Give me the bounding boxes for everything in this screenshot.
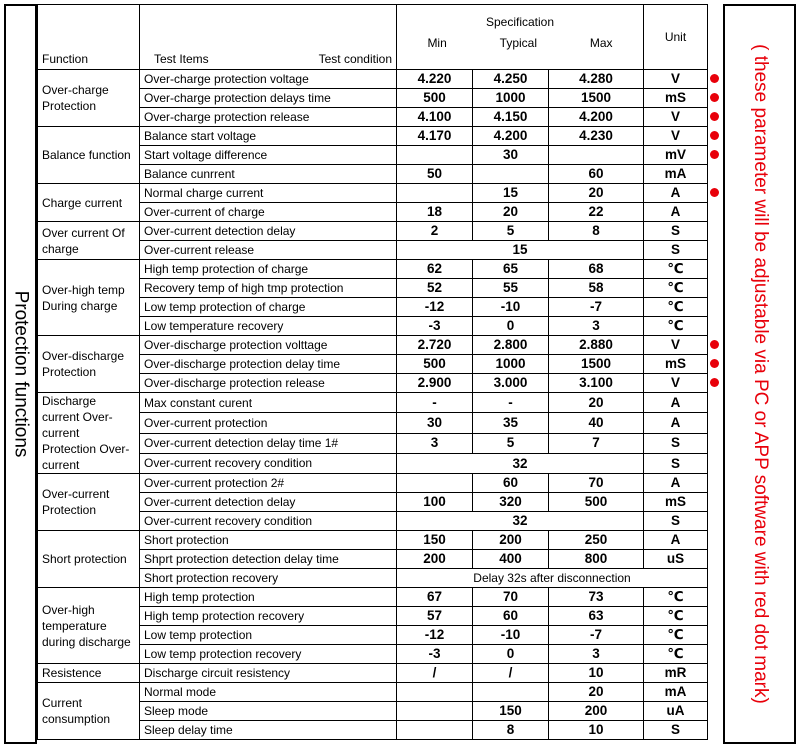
unit-cell: V (644, 70, 708, 89)
max-cell: 4.280 (549, 70, 644, 89)
typical-cell: 4.250 (473, 70, 549, 89)
max-cell: 22 (549, 203, 644, 222)
unit-cell: V (644, 108, 708, 127)
unit-cell: A (644, 413, 708, 433)
min-cell: - (397, 393, 473, 413)
merged-spec-cell: 32 (397, 512, 644, 531)
table-row (38, 279, 724, 298)
mark-cell (708, 89, 724, 108)
typical-cell: 5 (473, 222, 549, 241)
max-cell: 68 (549, 260, 644, 279)
typical-cell: 60 (473, 474, 549, 493)
min-cell (397, 184, 473, 203)
mark-cell (708, 721, 724, 740)
unit-cell: A (644, 393, 708, 413)
test-item-cell: Over-charge protection voltage (140, 70, 397, 89)
spec-rows (38, 70, 724, 740)
header-test-items (140, 5, 397, 70)
mark-cell (708, 702, 724, 721)
typical-cell: 5 (473, 433, 549, 453)
mark-cell (708, 588, 724, 607)
max-cell: 60 (549, 165, 644, 184)
test-item-cell: Sleep mode (140, 702, 397, 721)
table-row (38, 127, 724, 146)
min-cell: 2.720 (397, 336, 473, 355)
min-cell (397, 721, 473, 740)
table-row (38, 683, 724, 702)
typical-cell: 1000 (473, 89, 549, 108)
side-title-text: Protection functions (10, 290, 32, 458)
typical-cell (473, 683, 549, 702)
mark-cell (708, 222, 724, 241)
table-row (38, 241, 724, 260)
mark-cell (708, 493, 724, 512)
unit-cell: ℃ (644, 279, 708, 298)
function-cell: Over-discharge Protection (38, 336, 140, 393)
typical-cell: 4.150 (473, 108, 549, 127)
max-cell: 63 (549, 607, 644, 626)
unit-cell: V (644, 374, 708, 393)
table-row (38, 165, 724, 184)
mark-cell (708, 393, 724, 413)
header-max: Max (589, 36, 613, 50)
mark-cell (708, 336, 724, 355)
function-cell: Balance function (38, 127, 140, 184)
max-cell: 1500 (549, 89, 644, 108)
test-item-cell: Low temperature recovery (140, 317, 397, 336)
min-cell: 3 (397, 433, 473, 453)
unit-cell: A (644, 203, 708, 222)
max-cell: 40 (549, 413, 644, 433)
table-row (38, 355, 724, 374)
unit-cell: uS (644, 550, 708, 569)
unit-cell: S (644, 453, 708, 473)
max-cell: 20 (549, 683, 644, 702)
min-cell: 500 (397, 89, 473, 108)
test-item-cell: Over-current recovery condition (140, 512, 397, 531)
typical-cell: - (473, 393, 549, 413)
test-item-cell: Sleep delay time (140, 721, 397, 740)
typical-cell: 320 (473, 493, 549, 512)
mark-cell (708, 531, 724, 550)
mark-cell (708, 569, 724, 588)
unit-cell: mA (644, 683, 708, 702)
max-cell: 3.100 (549, 374, 644, 393)
unit-cell: mV (644, 146, 708, 165)
typical-cell: 35 (473, 413, 549, 433)
function-cell: Over-high temperature during discharge (38, 588, 140, 664)
mark-cell (708, 241, 724, 260)
unit-cell: mS (644, 355, 708, 374)
test-item-cell: Over-current of charge (140, 203, 397, 222)
test-item-cell: High temp protection (140, 588, 397, 607)
test-item-cell: Over-discharge protection delay time (140, 355, 397, 374)
test-item-cell: High temp protection of charge (140, 260, 397, 279)
min-cell: / (397, 664, 473, 683)
table-row (38, 146, 724, 165)
side-note (723, 4, 796, 744)
min-cell: 50 (397, 165, 473, 184)
typical-cell: 200 (473, 531, 549, 550)
table-row (38, 607, 724, 626)
merged-spec-cell: 32 (397, 453, 644, 473)
test-item-cell: Over-discharge protection release (140, 374, 397, 393)
table-row (38, 393, 724, 413)
table-row (38, 588, 724, 607)
max-cell: 73 (549, 588, 644, 607)
spec-table (37, 4, 724, 740)
table-row (38, 721, 724, 740)
min-cell: 500 (397, 355, 473, 374)
table-row (38, 336, 724, 355)
red-dot-mark-icon (710, 378, 719, 387)
test-item-cell: Low temp protection recovery (140, 645, 397, 664)
unit-cell: S (644, 721, 708, 740)
typical-cell: -10 (473, 298, 549, 317)
function-cell: Over-high temp During charge (38, 260, 140, 336)
unit-cell: mS (644, 493, 708, 512)
mark-cell (708, 298, 724, 317)
min-cell: 4.100 (397, 108, 473, 127)
mark-cell (708, 433, 724, 453)
test-item-cell: Over-current detection delay (140, 222, 397, 241)
min-cell: 2.900 (397, 374, 473, 393)
min-cell: -3 (397, 317, 473, 336)
test-item-cell: Over-current release (140, 241, 397, 260)
table-row (38, 374, 724, 393)
table-row (38, 645, 724, 664)
table-row (38, 550, 724, 569)
typical-cell: 60 (473, 607, 549, 626)
function-cell: Over-charge Protection (38, 70, 140, 127)
max-cell: 70 (549, 474, 644, 493)
max-cell: 250 (549, 531, 644, 550)
unit-cell: mR (644, 664, 708, 683)
header-min: Min (427, 36, 447, 50)
mark-cell (708, 512, 724, 531)
table-row (38, 433, 724, 453)
red-dot-mark-icon (710, 150, 719, 159)
red-dot-mark-icon (710, 131, 719, 140)
min-cell: 4.170 (397, 127, 473, 146)
max-cell: 4.200 (549, 108, 644, 127)
mark-cell (708, 683, 724, 702)
max-cell: 58 (549, 279, 644, 298)
test-item-cell: Over-current recovery condition (140, 453, 397, 473)
function-cell: Current consumption (38, 683, 140, 740)
unit-cell: V (644, 127, 708, 146)
typical-cell: 3.000 (473, 374, 549, 393)
typical-cell: 0 (473, 645, 549, 664)
typical-cell: 70 (473, 588, 549, 607)
side-note-text: ( these parameter will be adjustable via PC or APP software with red dot mark) (749, 44, 771, 704)
header-row (38, 5, 724, 70)
typical-cell (473, 165, 549, 184)
typical-cell: 65 (473, 260, 549, 279)
header-test-items-label: Test Items (154, 52, 209, 66)
min-cell: 52 (397, 279, 473, 298)
table-row (38, 493, 724, 512)
min-cell: 150 (397, 531, 473, 550)
unit-cell: ℃ (644, 298, 708, 317)
table-row (38, 108, 724, 127)
min-cell: 2 (397, 222, 473, 241)
test-item-cell: Recovery temp of high tmp protection (140, 279, 397, 298)
min-cell (397, 474, 473, 493)
unit-cell: ℃ (644, 260, 708, 279)
mark-cell (708, 413, 724, 433)
merged-spec-cell: Delay 32s after disconnection (397, 569, 708, 588)
red-dot-mark-icon (710, 188, 719, 197)
function-cell: Short protection (38, 531, 140, 588)
table-row (38, 569, 724, 588)
function-cell: Resistence (38, 664, 140, 683)
unit-cell: S (644, 222, 708, 241)
min-cell (397, 683, 473, 702)
max-cell: -7 (549, 626, 644, 645)
function-cell: Charge current (38, 184, 140, 222)
max-cell: 2.880 (549, 336, 644, 355)
unit-cell: A (644, 474, 708, 493)
test-item-cell: Over-current protection (140, 413, 397, 433)
function-cell: Over-current Protection (38, 474, 140, 531)
min-cell (397, 146, 473, 165)
mark-cell (708, 474, 724, 493)
typical-cell: 400 (473, 550, 549, 569)
min-cell: -3 (397, 645, 473, 664)
unit-cell: V (644, 336, 708, 355)
red-dot-mark-icon (710, 74, 719, 83)
max-cell: 500 (549, 493, 644, 512)
unit-cell: S (644, 512, 708, 531)
test-item-cell: Over-charge protection release (140, 108, 397, 127)
test-item-cell: High temp protection recovery (140, 607, 397, 626)
mark-cell (708, 203, 724, 222)
max-cell: -7 (549, 298, 644, 317)
table-row (38, 317, 724, 336)
max-cell: 800 (549, 550, 644, 569)
table-row (38, 531, 724, 550)
test-item-cell: Balance cunrrent (140, 165, 397, 184)
table-row (38, 184, 724, 203)
unit-cell: A (644, 184, 708, 203)
mark-cell (708, 260, 724, 279)
min-cell: -12 (397, 626, 473, 645)
test-item-cell: Low temp protection of charge (140, 298, 397, 317)
mark-cell (708, 108, 724, 127)
header-function: Function (38, 5, 140, 70)
red-dot-mark-icon (710, 340, 719, 349)
typical-cell: -10 (473, 626, 549, 645)
table-row (38, 474, 724, 493)
unit-cell: mA (644, 165, 708, 184)
mark-cell (708, 70, 724, 89)
function-cell: Over current Of charge (38, 222, 140, 260)
table-row (38, 222, 724, 241)
header-typical: Typical (499, 36, 538, 50)
test-item-cell: Over-current detection delay time 1# (140, 433, 397, 453)
max-cell: 4.230 (549, 127, 644, 146)
mark-cell (708, 664, 724, 683)
header-specification (397, 5, 644, 70)
mark-cell (708, 127, 724, 146)
unit-cell: ℃ (644, 607, 708, 626)
unit-cell: ℃ (644, 626, 708, 645)
mark-cell (708, 645, 724, 664)
max-cell: 200 (549, 702, 644, 721)
table-row (38, 512, 724, 531)
typical-cell: 55 (473, 279, 549, 298)
test-item-cell: Start voltage difference (140, 146, 397, 165)
table-row (38, 203, 724, 222)
table-row (38, 260, 724, 279)
unit-cell: mS (644, 89, 708, 108)
header-mark-col (708, 5, 724, 70)
typical-cell: 150 (473, 702, 549, 721)
test-item-cell: Short protection recovery (140, 569, 397, 588)
min-cell: 18 (397, 203, 473, 222)
typical-cell: 0 (473, 317, 549, 336)
mark-cell (708, 184, 724, 203)
header-test-condition-label: Test condition (318, 52, 392, 66)
max-cell: 10 (549, 664, 644, 683)
max-cell: 3 (549, 317, 644, 336)
table-row (38, 702, 724, 721)
typical-cell: / (473, 664, 549, 683)
header-unit: Unit (644, 5, 708, 70)
typical-cell: 30 (473, 146, 549, 165)
mark-cell (708, 146, 724, 165)
max-cell: 8 (549, 222, 644, 241)
test-item-cell: Low temp protection (140, 626, 397, 645)
mark-cell (708, 165, 724, 184)
unit-cell: ℃ (644, 588, 708, 607)
test-item-cell: Over-current detection delay (140, 493, 397, 512)
max-cell: 10 (549, 721, 644, 740)
min-cell: 62 (397, 260, 473, 279)
test-item-cell: Discharge circuit resistency (140, 664, 397, 683)
test-item-cell: Normal charge current (140, 184, 397, 203)
function-cell: Discharge current Over-current Protection Over-current (38, 393, 140, 474)
test-item-cell: Over-discharge protection volttage (140, 336, 397, 355)
min-cell: -12 (397, 298, 473, 317)
red-dot-mark-icon (710, 112, 719, 121)
header-specification-label: Specification (485, 15, 555, 29)
test-item-cell: Max constant curent (140, 393, 397, 413)
mark-cell (708, 607, 724, 626)
table-row (38, 70, 724, 89)
typical-cell: 1000 (473, 355, 549, 374)
table-row (38, 626, 724, 645)
mark-cell (708, 374, 724, 393)
min-cell: 200 (397, 550, 473, 569)
min-cell: 67 (397, 588, 473, 607)
min-cell (397, 702, 473, 721)
side-title (4, 4, 37, 744)
mark-cell (708, 550, 724, 569)
table-row (38, 453, 724, 473)
min-cell: 30 (397, 413, 473, 433)
unit-cell: uA (644, 702, 708, 721)
typical-cell: 8 (473, 721, 549, 740)
unit-cell: S (644, 241, 708, 260)
table-row (38, 664, 724, 683)
test-item-cell: Over-current protection 2# (140, 474, 397, 493)
unit-cell: A (644, 531, 708, 550)
table-row (38, 298, 724, 317)
max-cell: 3 (549, 645, 644, 664)
max-cell: 1500 (549, 355, 644, 374)
unit-cell: ℃ (644, 317, 708, 336)
test-item-cell: Normal mode (140, 683, 397, 702)
red-dot-mark-icon (710, 93, 719, 102)
max-cell (549, 146, 644, 165)
table-row (38, 89, 724, 108)
mark-cell (708, 355, 724, 374)
max-cell: 20 (549, 393, 644, 413)
max-cell: 7 (549, 433, 644, 453)
min-cell: 57 (397, 607, 473, 626)
mark-cell (708, 626, 724, 645)
test-item-cell: Shprt protection detection delay time (140, 550, 397, 569)
typical-cell: 4.200 (473, 127, 549, 146)
typical-cell: 2.800 (473, 336, 549, 355)
typical-cell: 20 (473, 203, 549, 222)
min-cell: 4.220 (397, 70, 473, 89)
table-row (38, 413, 724, 433)
unit-cell: S (644, 433, 708, 453)
mark-cell (708, 279, 724, 298)
mark-cell (708, 317, 724, 336)
unit-cell: ℃ (644, 645, 708, 664)
max-cell: 20 (549, 184, 644, 203)
red-dot-mark-icon (710, 359, 719, 368)
mark-cell (708, 453, 724, 473)
test-item-cell: Short protection (140, 531, 397, 550)
test-item-cell: Over-charge protection delays time (140, 89, 397, 108)
merged-spec-cell: 15 (397, 241, 644, 260)
min-cell: 100 (397, 493, 473, 512)
typical-cell: 15 (473, 184, 549, 203)
test-item-cell: Balance start voltage (140, 127, 397, 146)
